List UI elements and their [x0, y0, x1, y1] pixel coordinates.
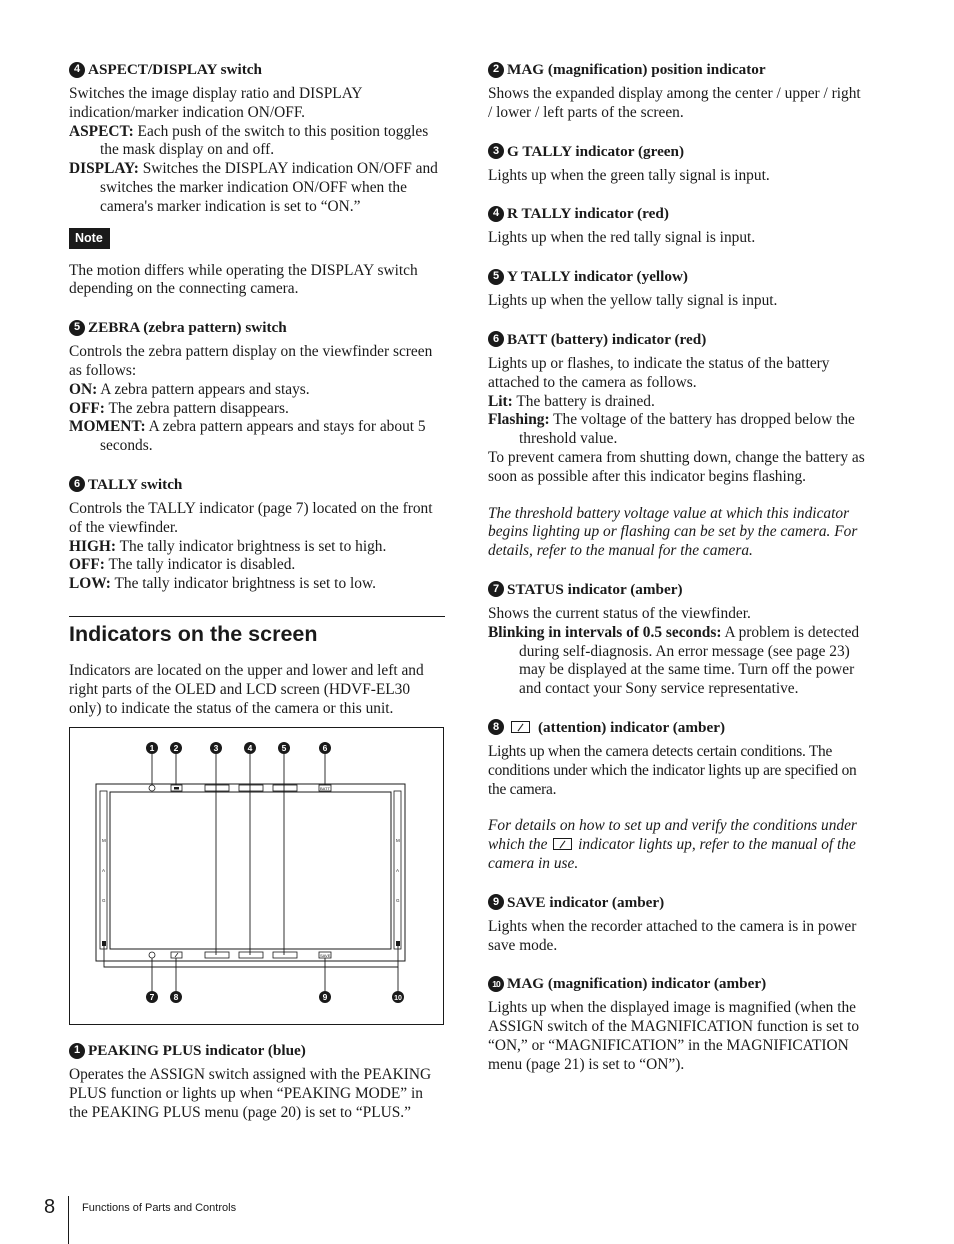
zebra-title: ZEBRA (zebra pattern) switch [88, 319, 287, 337]
r-tally-body: Lights up when the red tally signal is input. [488, 229, 756, 247]
callout-10: 10 [394, 995, 402, 1002]
note-text: The motion differs while operating the DISPLAY switch depending on the connecting camera. [69, 261, 418, 298]
side-letter-a-left: A [102, 868, 106, 873]
screen-diagram [69, 727, 444, 1025]
peaking-title: PEAKING PLUS indicator (blue) [88, 1042, 306, 1059]
tally-off-term: OFF: [69, 556, 105, 574]
side-letter-g-right: G [396, 898, 400, 903]
attention-italic-note [488, 817, 868, 873]
zebra-off-item [69, 400, 445, 419]
mag-title: MAG (magnification) indicator (amber) [507, 975, 767, 993]
batt-body: Lights up or flashes, to indicate the status of the battery attached to the camera as follows. [488, 354, 830, 391]
batt-lit-item [488, 393, 868, 412]
batt-advice: To prevent camera from shutting down, change the battery as soon as possible after this indicator begins flashing. [488, 448, 865, 485]
tally-heading [69, 475, 445, 494]
attention-icon [553, 838, 572, 850]
callout-2: 2 [173, 743, 179, 753]
mag-heading [488, 974, 868, 993]
status-blink-item [488, 624, 868, 699]
mag-position-title: MAG (magnification) position indicator [507, 61, 766, 78]
callout-1: 1 [149, 743, 155, 753]
tally-high-text: The tally indicator brightness is set to high. [116, 537, 387, 555]
callout-9: 9 [322, 992, 328, 1002]
zebra-moment-text: A zebra pattern appears and stays for about 5 seconds. [100, 418, 426, 455]
callout-number-icon: 4 [488, 206, 504, 222]
aspect-section [69, 60, 445, 217]
callout-7: 7 [149, 992, 155, 1002]
zebra-body: Controls the zebra pattern display on the viewfinder screen as follows: [69, 343, 433, 379]
page-number: 8 [44, 1196, 56, 1218]
tally-off-text: The tally indicator is disabled. [104, 556, 296, 574]
r-tally-indicator-bottom [239, 952, 263, 958]
status-body: Shows the current status of the viewfinder. [488, 604, 751, 622]
section-divider [69, 616, 445, 718]
tally-title: TALLY switch [88, 475, 183, 493]
batt-italic-note: The threshold battery voltage value at which this indicator begins lighting up or flashing can be set by the camera. For details, refer to the manual for the camera. [488, 504, 858, 560]
footer-divider [68, 1196, 69, 1244]
mag-section [488, 974, 868, 1074]
callout-number-icon: 7 [488, 581, 504, 597]
callout-5: 5 [281, 743, 287, 753]
aspect-term: ASPECT: [69, 122, 134, 140]
footer-section-title: Functions of Parts and Controls [82, 1202, 237, 1214]
callout-8: 8 [173, 992, 179, 1002]
batt-flash-item [488, 411, 868, 449]
zebra-moment-term: MOMENT: [69, 418, 146, 436]
zebra-section [69, 318, 445, 456]
status-blink-term: Blinking in intervals of 0.5 seconds: [488, 623, 722, 641]
aspect-item [69, 123, 445, 161]
tally-off-item [69, 556, 445, 575]
mag-lamp-left [102, 941, 106, 946]
save-label: SAVE [320, 953, 331, 958]
section-title: Indicators on the screen [69, 621, 318, 646]
peaking-section [69, 1041, 445, 1122]
attention-section [488, 718, 868, 874]
save-body: Lights when the recorder attached to the camera is in power save mode. [488, 917, 857, 954]
tally-high-item [69, 538, 445, 557]
tally-low-text: The tally indicator brightness is set to low. [110, 575, 376, 593]
save-heading [488, 893, 868, 912]
y-tally-indicator-bottom [273, 952, 297, 958]
side-letter-m-right: M [396, 838, 400, 843]
callout-number-icon: 8 [488, 719, 504, 735]
callout-6: 6 [322, 743, 328, 753]
side-letter-m-left: M [102, 838, 106, 843]
zebra-on-term: ON: [69, 380, 98, 398]
display-text: Switches the DISPLAY indication ON/OFF and switches the marker indication ON/OFF when the camera's marker indication is set to “ON.” [100, 160, 438, 215]
aspect-text: Each push of the switch to this position toggles the mask display on and off. [100, 122, 429, 159]
status-indicator [149, 952, 155, 958]
g-tally-heading [488, 142, 868, 161]
callout-number-icon: 4 [69, 62, 85, 78]
tally-low-item [69, 575, 445, 594]
attention-heading [488, 718, 868, 737]
zebra-moment-item [69, 418, 445, 456]
attention-italic-before: For details on how to set up and verify the conditions under which the [488, 817, 857, 854]
g-tally-indicator-bottom [205, 952, 229, 958]
attention-title: (attention) indicator (amber) [538, 718, 725, 736]
attention-icon [511, 721, 530, 733]
y-tally-title: Y TALLY indicator (yellow) [507, 268, 688, 286]
y-tally-heading [488, 267, 868, 286]
side-letter-a-right: A [396, 868, 400, 873]
callout-3: 3 [213, 743, 219, 753]
status-blink-text: A problem is detected during self-diagnosis. An error message (see page 23) may be displayed at the same time. Turn off the power and contact your Sony service representative. [519, 623, 860, 698]
status-section [488, 580, 868, 699]
batt-heading [488, 330, 868, 349]
g-tally-body: Lights up when the green tally signal is input. [488, 166, 770, 184]
tally-low-term: LOW: [69, 575, 111, 593]
g-tally-indicator [205, 785, 229, 791]
status-heading [488, 580, 868, 599]
batt-section [488, 330, 868, 561]
zebra-heading [69, 318, 445, 337]
callout-number-icon: 5 [69, 320, 85, 336]
y-tally-body: Lights up when the yellow tally signal is input. [488, 292, 778, 310]
batt-flash-text: The voltage of the battery has dropped below the threshold value. [519, 411, 855, 448]
note-label: Note [69, 228, 110, 249]
side-letter-g-left: G [102, 898, 106, 903]
tally-high-term: HIGH: [69, 537, 117, 555]
save-section [488, 893, 868, 956]
batt-lit-text: The battery is drained. [512, 392, 655, 410]
peaking-heading [69, 1041, 445, 1060]
save-title: SAVE indicator (amber) [507, 893, 665, 911]
callout-number-icon: 2 [488, 62, 504, 78]
batt-title: BATT (battery) indicator (red) [507, 330, 707, 348]
aspect-title: ASPECT/DISPLAY switch [88, 61, 262, 78]
display-term: DISPLAY: [69, 160, 139, 178]
attention-body: Lights up when the camera detects certain conditions. The conditions under which the indicator lights up are specified on the camera. [488, 742, 857, 798]
tally-section [69, 475, 445, 594]
note-block [69, 228, 445, 300]
display-item [69, 160, 445, 216]
y-tally-section [488, 267, 868, 311]
peaking-indicator [149, 785, 155, 791]
peaking-body: Operates the ASSIGN switch assigned with the PEAKING PLUS function or lights up when “PEAKING MODE” in the PEAKING PLUS menu (page 20) is set to “PLUS.” [69, 1066, 432, 1121]
callout-number-icon: 5 [488, 269, 504, 285]
aspect-body: Switches the image display ratio and DISPLAY indication/marker indication ON/OFF. [69, 85, 362, 121]
zebra-off-term: OFF: [69, 399, 105, 417]
right-column [488, 60, 868, 1075]
mag-position-body: Shows the expanded display among the center / upper / right / lower / left parts of the screen. [488, 85, 861, 121]
section-body: Indicators are located on the upper and lower and left and right parts of the OLED and LCD screen (HDVF-EL30 only) to indicate the status of the camera or this unit. [69, 661, 424, 717]
r-tally-indicator [239, 785, 263, 791]
callout-number-icon: 3 [488, 143, 504, 159]
callout-number-icon: 1 [69, 1043, 85, 1059]
callout-number-icon: 10 [488, 976, 504, 992]
batt-label: BATT [320, 786, 330, 791]
r-tally-section [488, 204, 868, 248]
zebra-off-text: The zebra pattern disappears. [104, 399, 289, 417]
zebra-on-text: A zebra pattern appears and stays. [97, 380, 310, 398]
mag-lamp-right [396, 941, 400, 946]
mag-position-heading [488, 60, 868, 79]
callout-number-icon: 6 [488, 331, 504, 347]
batt-flash-term: Flashing: [488, 411, 550, 429]
zebra-on-item [69, 381, 445, 400]
callout-4: 4 [247, 743, 253, 753]
r-tally-heading [488, 204, 868, 223]
batt-lit-term: Lit: [488, 392, 513, 410]
attention-italic-after: indicator lights up, refer to the manual of the camera in use. [488, 836, 856, 872]
mag-body: Lights up when the displayed image is magnified (when the ASSIGN switch of the MAGNIFICATION function is set to “ON,” or “MAGNIFICATION” in the MAGNIFICATION menu (page 21) is set to “ON”). [488, 999, 860, 1073]
mag-position-section [488, 60, 868, 123]
status-title: STATUS indicator (amber) [507, 580, 683, 598]
left-column [69, 60, 445, 718]
tally-body: Controls the TALLY indicator (page 7) located on the front of the viewfinder. [69, 499, 433, 536]
g-tally-title: G TALLY indicator (green) [507, 142, 685, 160]
callout-number-icon: 9 [488, 894, 504, 910]
aspect-heading [69, 60, 445, 79]
callout-number-icon: 6 [69, 476, 85, 492]
g-tally-section [488, 142, 868, 186]
y-tally-indicator [273, 785, 297, 791]
r-tally-title: R TALLY indicator (red) [507, 205, 669, 223]
